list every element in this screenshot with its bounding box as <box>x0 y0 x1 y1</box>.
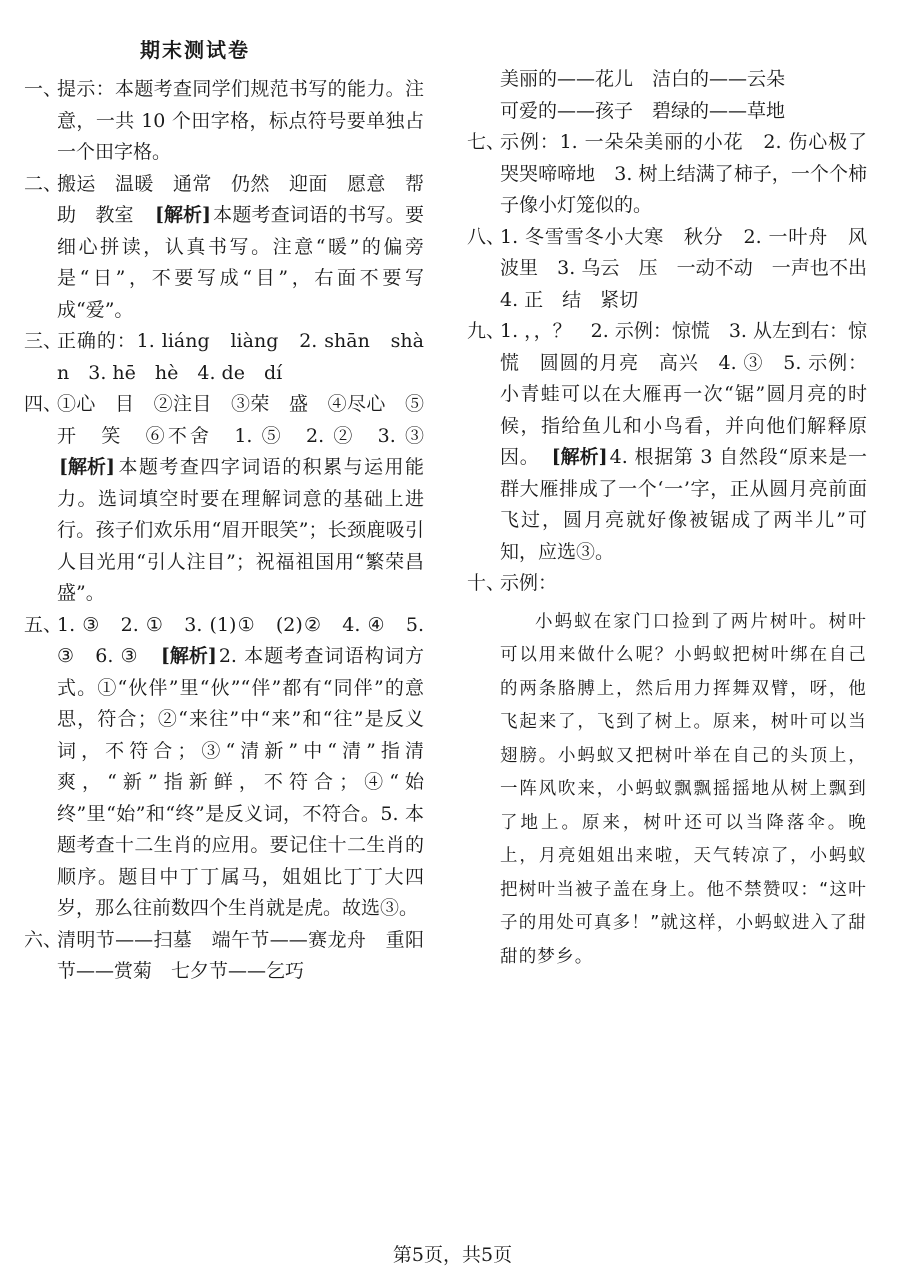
answer-item-9 <box>467 316 867 568</box>
continued-answers <box>467 64 867 127</box>
item-number: 四、 <box>24 393 63 415</box>
item-text: 2. 本题考查词语构词方式。①“伙伴”里“伙”“伴”都有“同伴”的意思，符合；②“来往”中“来”和“往”是反义词，不符合；③“清新”中“清”指清爽，“新”指新鲜，不符合；④“始终”里“始”和“终”是反义词，不符合。5. 本题考查十二生肖的应用。要记住十二生肖的顺序。题目中丁丁属马，姐姐比丁丁大四岁，那么往前数四个生肖就是虎。故选③。 <box>57 645 425 919</box>
item-text: 正确的：1. liáng liàng 2. shān shàn 3. hē hè 4. de dí <box>57 330 424 384</box>
answer-item-7 <box>467 127 887 222</box>
item-text: 清明节——扫墓 端午节——赛龙舟 重阳节——赏菊 七夕节——乞巧 <box>57 928 424 982</box>
right-column <box>467 64 887 974</box>
item-answers: 1. ，，？ 2. 示例：惊慌 3. 从左到右：惊慌 圆圆的月亮 高兴 4. ③ 5. 示例：小青蛙可以在大雁再一次“锯”圆月亮的时候，指给鱼儿和小鸟看，并向他们解释原因。 <box>500 320 868 468</box>
answer-item-10 <box>467 568 867 600</box>
item-number: 一、 <box>24 78 63 100</box>
answer-item-4 <box>24 389 443 610</box>
answer-item-2 <box>24 169 424 327</box>
item-text: 4. 根据第 3 自然段“原来是一群大雁排成了一个‘一’字，正从圆月亮前面飞过，圆月亮就好像被锯成了两半儿”可知，应选③。 <box>500 446 867 563</box>
continued-line: 可爱的——孩子 碧绿的——草地 <box>500 99 786 122</box>
answer-item-6 <box>24 925 424 988</box>
analysis-tag: [ 解析 ] <box>153 200 213 232</box>
item-answers: ①心 目 ②注目 ③荣 盛 ④尽心 ⑤开 笑 ⑥不舍 1. ⑤ 2. ② 3. ③ <box>57 393 443 447</box>
answer-item-3 <box>24 326 424 389</box>
analysis-tag: [ 解析 ] <box>57 452 117 484</box>
analysis-tag: [ 解析 ] <box>550 442 610 474</box>
item-number: 九、 <box>467 320 506 342</box>
item-number: 六、 <box>24 928 63 951</box>
sample-essay: 小蚂蚁在家门口捡到了两片树叶。树叶可以用来做什么呢？小蚂蚁把树叶绑在自己的两条胳膊上，然后用力挥舞双臂，呀，他飞起来了，飞到了树上。原来，树叶可以当翅膀。小蚂蚁又把树叶举在自己的头顶上，一阵风吹来，小蚂蚁飘飘摇摇地从树上飘到了地上。原来，树叶还可以当降落伞。晚上，月亮姐姐出来啦，天气转凉了，小蚂蚁把树叶当被子盖在身上。他不禁赞叹：“这叶子的用处可真多！”就这样，小蚂蚁进入了甜甜的梦乡。 <box>500 611 867 967</box>
analysis-tag: [ 解析 ] <box>159 641 219 673</box>
answer-item-8 <box>467 222 887 317</box>
page-footer: 第5页，共5页 <box>392 1244 513 1266</box>
item-number: 十、 <box>467 572 506 594</box>
item-number: 二、 <box>24 172 63 195</box>
item-text: 示例：1. 一朵朵美丽的小花 2. 伤心极了 哭哭啼啼地 3. 树上结满了柿子，一个个柿子像小灯笼似的。 <box>500 131 887 216</box>
page-title: 期末测试卷 <box>140 38 250 62</box>
continued-line: 美丽的——花儿 洁白的——云朵 <box>500 68 786 90</box>
item-text: 本题考查四字词语的积累与运用能力。选词填空时要在理解词意的基础上进行。孩子们欢乐用“眉开眼笑”；长颈鹿吸引人目光用“引人注目”；祝福祖国用“繁荣昌盛”。 <box>57 456 424 604</box>
item-number: 五、 <box>24 613 63 636</box>
item-text: 本题考查词语的书写。要细心拼读，认真书写。注意“暖”的偏旁是“日”，不要写成“目”，右面不要写成“爱”。 <box>57 204 424 321</box>
item-number: 七、 <box>467 131 506 153</box>
item-text: 提示：本题考查同学们规范书写的能力。注意，一共 10 个田字格，标点符号要单独占一个田字格。 <box>57 78 424 163</box>
item-answers: 搬运 温暖 通常 仍然 迎面 愿意 帮助 教室 <box>57 172 424 226</box>
left-column <box>24 74 443 988</box>
item-text: 1. 冬雪雪冬小大寒 秋分 2. 一叶舟 风波里 3. 乌云 压 一动不动 一声也不出 4. 正 结 紧切 <box>500 225 887 311</box>
item-text: 示例： <box>500 572 558 594</box>
answer-item-1 <box>24 74 424 169</box>
item-answers: 1. ③ 2. ① 3. (1)① (2)② 4. ④ 5. ③ 6. ③ <box>57 613 424 667</box>
item-number: 八、 <box>467 225 506 248</box>
answer-item-5 <box>24 610 424 925</box>
item-number: 三、 <box>24 330 63 352</box>
